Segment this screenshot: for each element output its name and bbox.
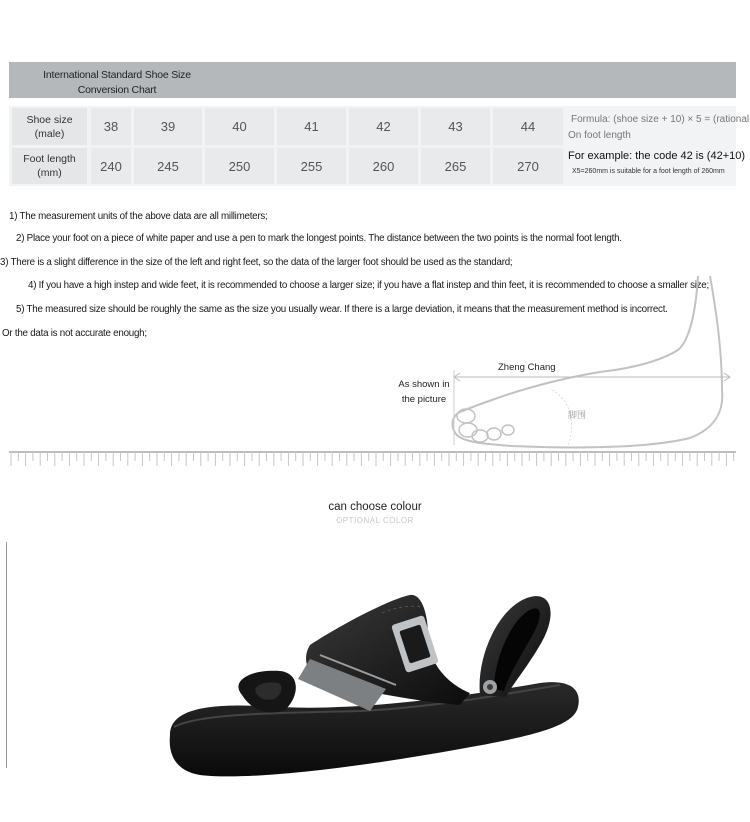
foot-length-cell: 240 bbox=[91, 148, 131, 184]
note-2: 2) Place your foot on a piece of white paper and use a pen to mark the longest points. The distance between the two points is the normal foot length. bbox=[16, 233, 622, 244]
note-4: 4) If you have a high instep and wide feet, it is recommended to choose a larger size; if you have a flat instep and thin feet, it is recommended to choose a smaller size; bbox=[28, 280, 709, 291]
as-shown-line-2: the picture bbox=[401, 394, 447, 405]
shoe-size-cell: 39 bbox=[134, 108, 202, 145]
divider bbox=[6, 542, 7, 768]
foot-illustration bbox=[440, 270, 740, 460]
note-3: 3) There is a slight difference in the size of the left and right feet, so the data of the larger foot should be used as the standard; bbox=[0, 257, 513, 268]
colour-heading: can choose colour bbox=[328, 501, 422, 513]
formula-continuation: On foot length bbox=[568, 130, 631, 141]
foot-length-cell: 250 bbox=[205, 148, 274, 184]
length-label: Zheng Chang bbox=[498, 362, 556, 373]
chart-title: International Standard Shoe Size Conversion Chart bbox=[43, 69, 191, 96]
foot-length-cell: 260 bbox=[349, 148, 418, 184]
colour-subheading: OPTIONAL COLOR bbox=[336, 516, 414, 525]
shoe-size-cell: 38 bbox=[91, 108, 131, 145]
note-6: Or the data is not accurate enough; bbox=[2, 328, 147, 339]
row-label-shoe-size: Shoe size (male) bbox=[12, 108, 87, 145]
row-label-foot-length: Foot length (mm) bbox=[12, 148, 87, 184]
as-shown-caption bbox=[394, 377, 454, 407]
note-5: 5) The measured size should be roughly the same as the size you usually wear. If there is a large deviation, it means that the measurement method is incorrect. bbox=[16, 304, 668, 315]
shoe-size-cell: 41 bbox=[277, 108, 346, 145]
shoe-size-cell: 44 bbox=[493, 108, 563, 145]
shoe-size-cell: 40 bbox=[205, 108, 274, 145]
example-text: For example: the code 42 is (42+10) bbox=[568, 150, 746, 162]
foot-length-cell: 270 bbox=[493, 148, 563, 184]
as-shown-line-1: As shown in bbox=[398, 379, 450, 390]
shoe-size-cell: 42 bbox=[349, 108, 418, 145]
foot-length-cell: 255 bbox=[277, 148, 346, 184]
sandal-image bbox=[160, 585, 590, 785]
foot-girth-label: 脚围 bbox=[568, 410, 587, 420]
example-detail: X5=260mm is suitable for a foot length of 260mm bbox=[572, 168, 725, 175]
formula-text: Formula: (shoe size + 10) × 5 = (rational bbox=[571, 114, 750, 125]
note-1: 1) The measurement units of the above data are all millimeters; bbox=[9, 211, 268, 222]
ruler bbox=[9, 448, 736, 470]
shoe-size-cell: 43 bbox=[421, 108, 490, 145]
foot-length-cell: 245 bbox=[134, 148, 202, 184]
foot-length-cell: 265 bbox=[421, 148, 490, 184]
